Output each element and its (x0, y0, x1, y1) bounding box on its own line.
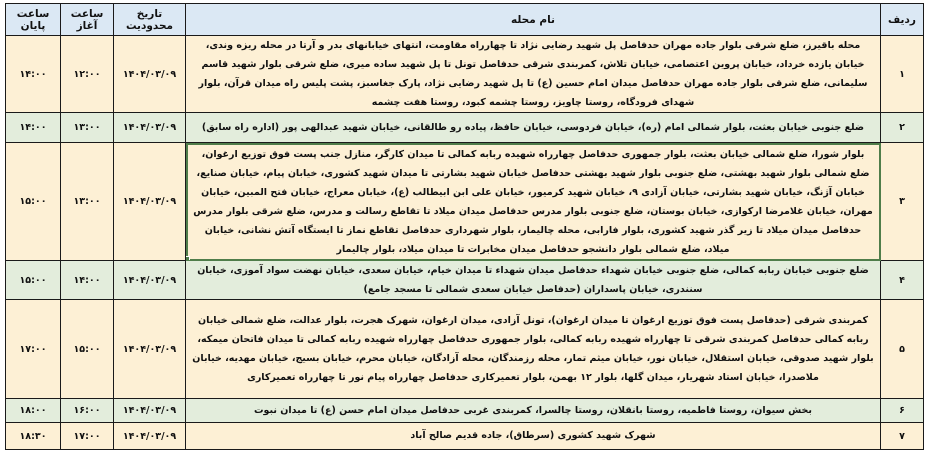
table-row (6, 36, 924, 113)
area-name-cell[interactable]: کمربندی شرقی (حدفاصل پست فوق توزیع ارغوان تا میدان ارغوان)، تونل آزادی، میدان ارغوان، شهرک هجرت، بلوار عدالت، ضلع شمالی خیابان ربابه کمالی حدفاصل کمربندی شرقی تا چهارراه شهیده ربابه کمالی، بلوار جمهوری حدفاصل چهارراه شهیده ربابه کمالی تا میدان فاتحان میمکه، بلوار شهید صدوقی، خیابان استقلال، خیابان نور، خیابان میثم تمار، محله رزمندگان، محله آزادگان، خیابان محرم، خیابان بسیج، خیابان مهدیه، خیابان ملاصدرا، خیابان استاد شهریار، میدان گلها، بلوار ۱۲ بهمن، بلوار تعمیرکاری حدفاصل چهارراه پیام نور تا چهارراه تعمیرکاری (186, 300, 881, 399)
header-area-name: نام محله (186, 4, 881, 36)
header-start-time: ساعت آغاز (61, 4, 114, 36)
start-time-cell[interactable]: ۱۳:۰۰ (61, 143, 114, 261)
table-row (6, 143, 924, 261)
area-name-cell[interactable]: بخش سیوان، روستا فاطمیه، روستا بانقلان، روستا چالسرا، کمربندی غربی حدفاصل میدان امام حسن (ع) تا میدان نبوت (186, 399, 881, 423)
end-time-cell[interactable]: ۱۸:۳۰ (6, 423, 61, 450)
area-name-cell-selected[interactable]: بلوار شورا، ضلع شمالی خیابان بعثت، بلوار جمهوری حدفاصل چهارراه شهیده ربابه کمالی تا میدان کارگر، منازل جنب پست فوق توزیع ارغوان، ضلع شمالی بلوار شهید بهشتی، ضلع جنوبی بلوار شهید بهشتی حدفاصل خیابان شهید بشارتی تا میدان شهید کشوری، خیابان پیام، خیابان صنایع، خیابان آژنگ، خیابان شهید بشارتی، خیابان آزادی ۹، خیابان شهید کرمیور، خیابان علی ابن ابیطالب (ع)، خیابان معراج، خیابان فتح المبین، خیابان مهران، خیابان غلامرضا ارکوازی، خیابان بوستان، ضلع جنوبی بلوار مدرس حدفاصل میدان میلاد تا تقاطع رسالت و مدرس، ضلع شرقی بلوار مدرس حدفاصل میدان میلاد تا زیر گذر شهید کشوری، بلوار فارابی، محله چالیمار، بلوار شهرداری حدفاصل تقاطع نماز تا ایستگاه آتش نشانی، خیابان میلاد، ضلع شمالی بلوار دانشجو حدفاصل میدان مخابرات تا میدان میلاد، بلوار چالیمار (186, 143, 881, 261)
row-number-cell[interactable]: ۶ (881, 399, 924, 423)
end-time-cell[interactable]: ۱۵:۰۰ (6, 261, 61, 300)
date-cell[interactable]: ۱۴۰۴/۰۳/۰۹ (114, 300, 186, 399)
end-time-cell[interactable]: ۱۵:۰۰ (6, 143, 61, 261)
date-cell[interactable]: ۱۴۰۴/۰۳/۰۹ (114, 36, 186, 113)
header-row (6, 4, 924, 36)
area-name-cell[interactable]: ضلع جنوبی خیابان ربابه کمالی، ضلع جنوبی خیابان شهداء حدفاصل میدان شهداء تا میدان خیام، خیابان سعدی، خیابان نهضت سواد آموزی، خیابان سنندری، خیابان پاسداران (حدفاصل خیابان سعدی شمالی تا مسجد جامع) (186, 261, 881, 300)
header-date: تاریخ محدودیت (114, 4, 186, 36)
start-time-cell[interactable]: ۱۵:۰۰ (61, 300, 114, 399)
end-time-cell[interactable]: ۱۷:۰۰ (6, 300, 61, 399)
header-end-time: ساعت پایان (6, 4, 61, 36)
area-name-cell[interactable]: محله باقیرز، ضلع شرقی بلوار جاده مهران حدفاصل پل شهید رضایی نژاد تا چهارراه مقاومت، انتهای خیابانهای بدر و آرتا در محله ریزه وندی، خیابان یازده خرداد، خیابان پروین اعتصامی، خیابان تلاش، کمربندی شرقی حدفاصل تونل تا پل شهید ساده میری، ضلع شرقی بلوار شهید قاسم سلیمانی، ضلع شرقی بلوار جاده مهران حدفاصل میدان امام حسین (ع) تا پل شهید رضایی نژاد، پارک جغاسبز، پشت پلیس راه میدان قرآن، بلوار شهدای فرودگاه، روستا چاویز، روستا چشمه کبود، روستا هفت چشمه (186, 36, 881, 113)
date-cell[interactable]: ۱۴۰۴/۰۳/۰۹ (114, 143, 186, 261)
start-time-cell[interactable]: ۱۲:۰۰ (61, 36, 114, 113)
table-row (6, 113, 924, 143)
end-time-cell[interactable]: ۱۸:۰۰ (6, 399, 61, 423)
table-row (6, 300, 924, 399)
start-time-cell[interactable]: ۱۷:۰۰ (61, 423, 114, 450)
end-time-cell[interactable]: ۱۴:۰۰ (6, 113, 61, 143)
area-name-cell[interactable]: شهرک شهید کشوری (سرطاق)، جاده قدیم صالح آباد (186, 423, 881, 450)
start-time-cell[interactable]: ۱۴:۰۰ (61, 261, 114, 300)
row-number-cell[interactable]: ۷ (881, 423, 924, 450)
area-name-cell[interactable]: ضلع جنوبی خیابان بعثت، بلوار شمالی امام (ره)، خیابان فردوسی، خیابان حافظ، پیاده رو طالقانی، خیابان شهید عبدالهی پور (اداره راه سابق) (186, 113, 881, 143)
row-number-cell[interactable]: ۴ (881, 261, 924, 300)
date-cell[interactable]: ۱۴۰۴/۰۳/۰۹ (114, 113, 186, 143)
row-number-cell[interactable]: ۵ (881, 300, 924, 399)
row-number-cell[interactable]: ۲ (881, 113, 924, 143)
header-row-no: ردیف (881, 4, 924, 36)
table-row (6, 399, 924, 423)
table-row (6, 261, 924, 300)
end-time-cell[interactable]: ۱۴:۰۰ (6, 36, 61, 113)
outage-schedule-table (5, 3, 924, 450)
date-cell[interactable]: ۱۴۰۴/۰۳/۰۹ (114, 423, 186, 450)
table-row (6, 423, 924, 450)
date-cell[interactable]: ۱۴۰۴/۰۳/۰۹ (114, 261, 186, 300)
start-time-cell[interactable]: ۱۶:۰۰ (61, 399, 114, 423)
date-cell[interactable]: ۱۴۰۴/۰۳/۰۹ (114, 399, 186, 423)
start-time-cell[interactable]: ۱۳:۰۰ (61, 113, 114, 143)
row-number-cell[interactable]: ۱ (881, 36, 924, 113)
row-number-cell[interactable]: ۳ (881, 143, 924, 261)
